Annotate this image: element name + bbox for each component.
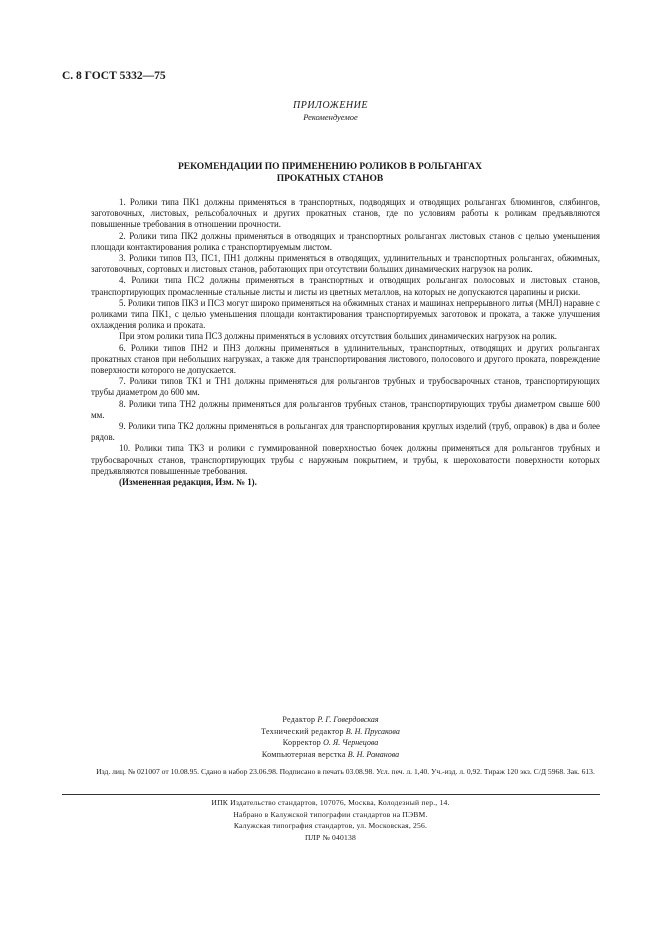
- paragraph-1: 1. Ролики типа ПК1 должны применяться в транспортных, подводящих и отводящих рольгангах блюмингов, слябингов, заготовочных, листовых, рельсобалочных и других прокатных станов, где по условиям работы к роликам предъявляются повышенные требования в отношении прочности.: [91, 197, 600, 230]
- credit-name: В. Н. Романова: [347, 749, 400, 759]
- paragraph-5: 5. Ролики типов ПК3 и ПС3 могут широко применяться на обжимных станах и машинах непрерывного литья (МНЛ) наравне с роликами типа ПК1, с целью уменьшения площади контактирования транспортируемых заготовок и проката, а также улучшения охлаждения ролика и проката.: [91, 297, 600, 331]
- paragraph-9: 9. Ролики типа ТК2 должны применяться в рольгангах для транспортирования круглых изделий (труб, оправок) в два и более рядов.: [91, 421, 600, 443]
- credit-name: В. Н. Прусакова: [345, 726, 400, 736]
- appendix-title: ПРИЛОЖЕНИЕ: [293, 100, 368, 111]
- footer-divider: [62, 794, 600, 795]
- paragraph-2: 2. Ролики типа ПК2 должны применяться в отводящих и транспортных рольгангах листовых станов с целью уменьшения площади контактирования ролика с транспортируемым листом.: [91, 230, 600, 252]
- footer-line-1: ИПК Издательство стандартов, 107076, Москва, Колодезный пер., 14.: [211, 798, 450, 807]
- credit-name: Р. Г. Говердовская: [317, 715, 379, 724]
- paragraph-6: 6. Ролики типов ПН2 и ПН3 должны применяться в удлинительных, транспортных, отводящих и других рольгангах прокатных станов при небольших нагрузках, а также для транспортирования листового, полосового и другого проката, повреждение поверхности которого не допускается.: [91, 342, 600, 376]
- appendix-subtitle: Рекомендуемое: [303, 112, 358, 122]
- heading-line-1: РЕКОМЕНДАЦИИ ПО ПРИМЕНЕНИЮ РОЛИКОВ В РОЛЬГАНГАХ: [177, 162, 483, 172]
- footer-line-2: Набрано в Калужской типографии стандартов на ПЭВМ.: [233, 809, 428, 819]
- paragraph-5-note: При этом ролики типа ПС3 должны применяться в условиях отсутствия больших динамических нагрузок на ролик.: [119, 331, 558, 342]
- credit-role: Компьютерная верстка: [261, 749, 346, 759]
- credit-proofreader: [0, 737, 661, 749]
- footer-line-3: Калужская типография стандартов, ул. Московская, 256.: [233, 821, 428, 830]
- paragraph-3: 3. Ролики типов П3, ПС1, ПН1 должны применяться в отводящих, удлинительных и транспортных рольгангах, обжимных, заготовочных, сортовых и листовых станов, работающих при отсутствии больших динамических нагрузок на ролик.: [91, 253, 600, 275]
- footer-line-4: ПЛР № 040138: [304, 832, 357, 842]
- credit-technical-editor: [0, 726, 661, 738]
- credit-role: Корректор: [282, 738, 322, 747]
- heading-line-2: ПРОКАТНЫХ СТАНОВ: [276, 174, 384, 184]
- credit-layout: [0, 749, 661, 761]
- paragraph-8: 8. Ролики типа ТН2 должны применяться для рольгангов трубных станов, транспортирующих трубы диаметром свыше 600 мм.: [91, 398, 600, 420]
- paragraph-4: 4. Ролики типа ПС2 должны применяться в транспортных и отводящих рольгангах полосовых и листовых станов, транспортирующих промасленные стальные листы и листы из цветных металлов, на которых не допускаются царапины и риски.: [91, 275, 600, 297]
- recommendations-body: [91, 197, 600, 488]
- editorial-credits: [0, 714, 661, 760]
- credit-role: Технический редактор: [261, 726, 344, 736]
- appendix-label: [0, 100, 661, 122]
- paragraph-10: 10. Ролики типа ТК3 и ролики с гуммированной поверхностью бочек должны применяться для рольгангов трубных и трубосварочных станов, транспортирующих трубы с наружным покрытием, и трубы, к шероховатости поверхности которых предъявляются повышенные требования.: [91, 443, 600, 476]
- credit-role: Редактор: [282, 715, 316, 724]
- page-header: С. 8 ГОСТ 5332—75: [62, 70, 166, 82]
- document-heading: [80, 161, 580, 185]
- publication-info: Изд. лиц. № 021007 от 10.08.95. Сдано в набор 23.06.98. Подписано в печать 03.08.98. Усл. печ. л. 1,40. Уч.-изд. л. 0,92. Тираж 120 экз. С/Д 5968. Зак. 613.: [96, 767, 595, 776]
- credit-name: О. Я. Чернецова: [323, 738, 379, 747]
- revision-note: (Измененная редакция, Изм. № 1).: [119, 477, 257, 488]
- credit-editor: [0, 714, 661, 726]
- paragraph-7: 7. Ролики типов ТК1 и ТН1 должны применяться для рольгангов трубных и трубосварочных станов, транспортирующих трубы диаметром до 600 мм.: [91, 376, 600, 398]
- publisher-footer: [0, 797, 661, 843]
